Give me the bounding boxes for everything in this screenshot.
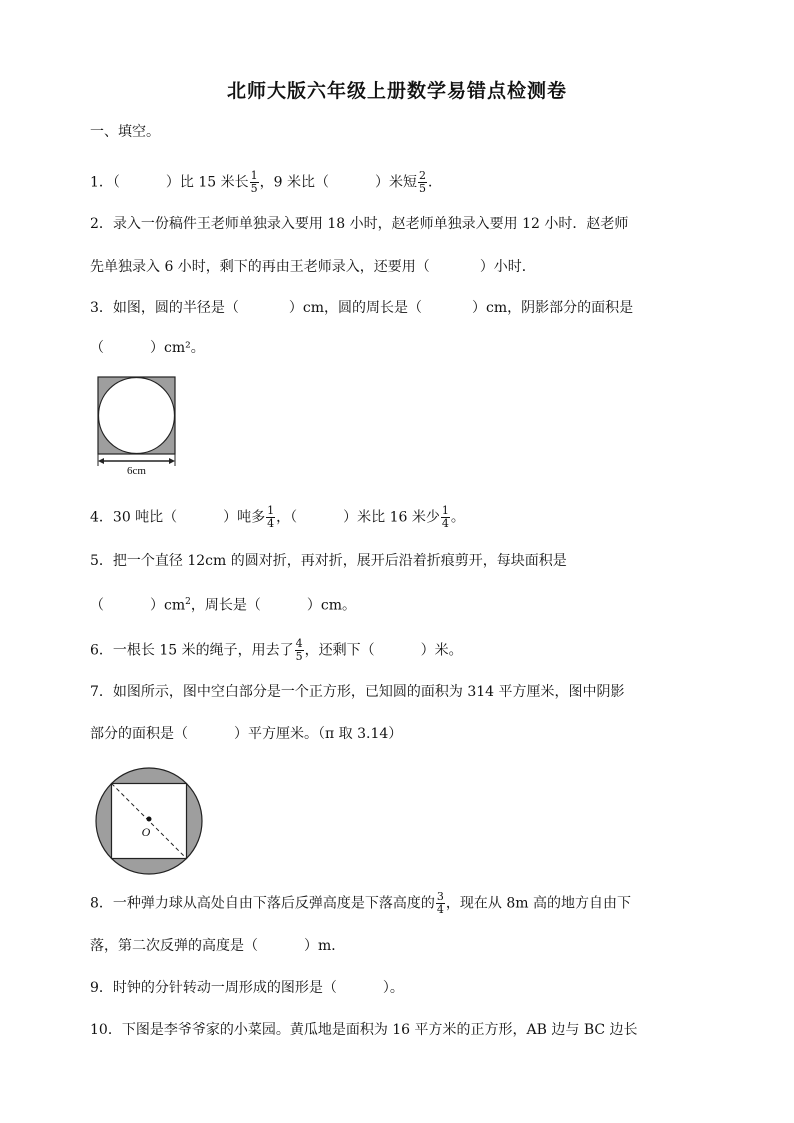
q5-text: ，周长是（ [190, 597, 261, 614]
q1-text: ）比 15 米长 [165, 174, 249, 191]
fraction-numerator: 2 [419, 169, 426, 182]
q1-text: 1．（ [90, 174, 120, 191]
q3-text: ）cm，圆的周长是（ [288, 300, 423, 316]
question-7-line-1: 7．如图所示，图中空白部分是一个正方形，已知圆的面积为 314 平方厘米，图中阴影 [90, 684, 625, 700]
q3-text: ）cm²。 [150, 340, 205, 356]
q9-text: 9．时钟的分针转动一周形成的图形是（ [90, 980, 337, 996]
fraction [441, 505, 450, 530]
q3-text: （ [90, 340, 104, 356]
fraction-numerator: 3 [436, 890, 444, 903]
q7-square-in-circle-figure [94, 766, 204, 876]
q3-circle-in-square-figure [92, 372, 182, 476]
question-3-line-1 [90, 298, 633, 318]
q1-text: ． [428, 174, 442, 191]
q4-text: 4．30 吨比（ [90, 509, 178, 526]
fraction-denominator: 5 [295, 650, 303, 663]
arrow-left-icon [98, 458, 104, 464]
q4-text: ）吨多 [223, 509, 266, 526]
fraction-denominator: 4 [436, 903, 444, 916]
q1-text: ，9 米比（ [259, 174, 329, 191]
q3-text: ）cm，阴影部分的面积是 [472, 300, 634, 316]
page-title: 北师大版六年级上册数学易错点检测卷 [226, 80, 567, 102]
question-4 [90, 505, 465, 530]
q3-text: 3．如图，圆的半径是（ [90, 300, 239, 316]
question-8-line-1 [90, 891, 631, 916]
center-label: O [141, 825, 151, 839]
fraction-denominator: 4 [441, 517, 449, 530]
q1-text: ）米短 [375, 174, 417, 191]
fraction-numerator: 1 [267, 504, 275, 517]
q3-figure-label: 6cm [127, 465, 146, 476]
q2-text: 先单独录入 6 小时，剩下的再由王老师录入，还要用（ [90, 259, 430, 275]
question-5-line-2 [90, 592, 356, 616]
fraction-numerator: 1 [250, 169, 258, 182]
question-9 [90, 978, 404, 998]
question-5-line-1: 5．把一个直径 12cm 的圆对折，再对折，展开后沿着折痕剪开，每块面积是 [90, 553, 567, 569]
inscribed-circle [99, 378, 175, 454]
center-point [147, 817, 152, 822]
fraction-denominator: 5 [419, 182, 426, 195]
fraction-numerator: 1 [441, 504, 449, 517]
question-10-line-1: 10．下图是李爷爷家的小菜园。黄瓜地是面积为 16 平方米的正方形，AB 边与 BC 边长 [90, 1022, 638, 1038]
q6-text: 6．一根长 15 米的绳子，用去了 [90, 642, 294, 659]
q5-text: ）cm [150, 597, 186, 614]
q2-text: ）小时． [479, 259, 536, 275]
question-8-line-2 [90, 936, 345, 956]
q5-text: ）cm。 [306, 597, 356, 614]
question-2-line-2 [90, 257, 536, 277]
q6-text: ）米。 [420, 642, 463, 659]
fraction [266, 505, 275, 530]
arrow-right-icon [169, 458, 175, 464]
q7-text: ）平方厘米。（π 取 3.14） [234, 726, 403, 742]
q9-text: ）。 [382, 980, 404, 996]
q7-text: 部分的面积是（ [90, 726, 188, 742]
question-1 [90, 170, 442, 195]
fraction [436, 891, 445, 916]
fraction-denominator: 5 [250, 182, 258, 195]
q8-text: 落，第二次反弹的高度是（ [90, 938, 258, 954]
q4-text: ）米比 16 米少 [343, 509, 440, 526]
fraction [418, 170, 427, 195]
question-2-line-1: 2．录入一份稿件王老师单独录入要用 18 小时，赵老师单独录入要用 12 小时．赵老师 [90, 216, 629, 232]
section-heading: 一、填空。 [90, 124, 160, 140]
fraction [295, 638, 304, 663]
question-6 [90, 638, 463, 663]
q8-text: ，现在从 8m 高的地方自由下 [445, 895, 631, 912]
question-3-line-2 [90, 338, 205, 358]
question-7-line-2 [90, 724, 402, 744]
q8-text: ）m． [304, 938, 346, 954]
q4-text: 。 [450, 509, 465, 526]
q5-superscript: 2 [185, 597, 191, 607]
q5-text: （ [90, 597, 104, 614]
fraction-denominator: 4 [267, 517, 275, 530]
q4-text: ，（ [276, 509, 298, 526]
fraction-numerator: 4 [295, 637, 303, 650]
q8-text: 8．一种弹力球从高处自由下落后反弹高度是下落高度的 [90, 895, 435, 912]
fraction [250, 170, 259, 195]
q6-text: ，还剩下（ [304, 642, 375, 659]
